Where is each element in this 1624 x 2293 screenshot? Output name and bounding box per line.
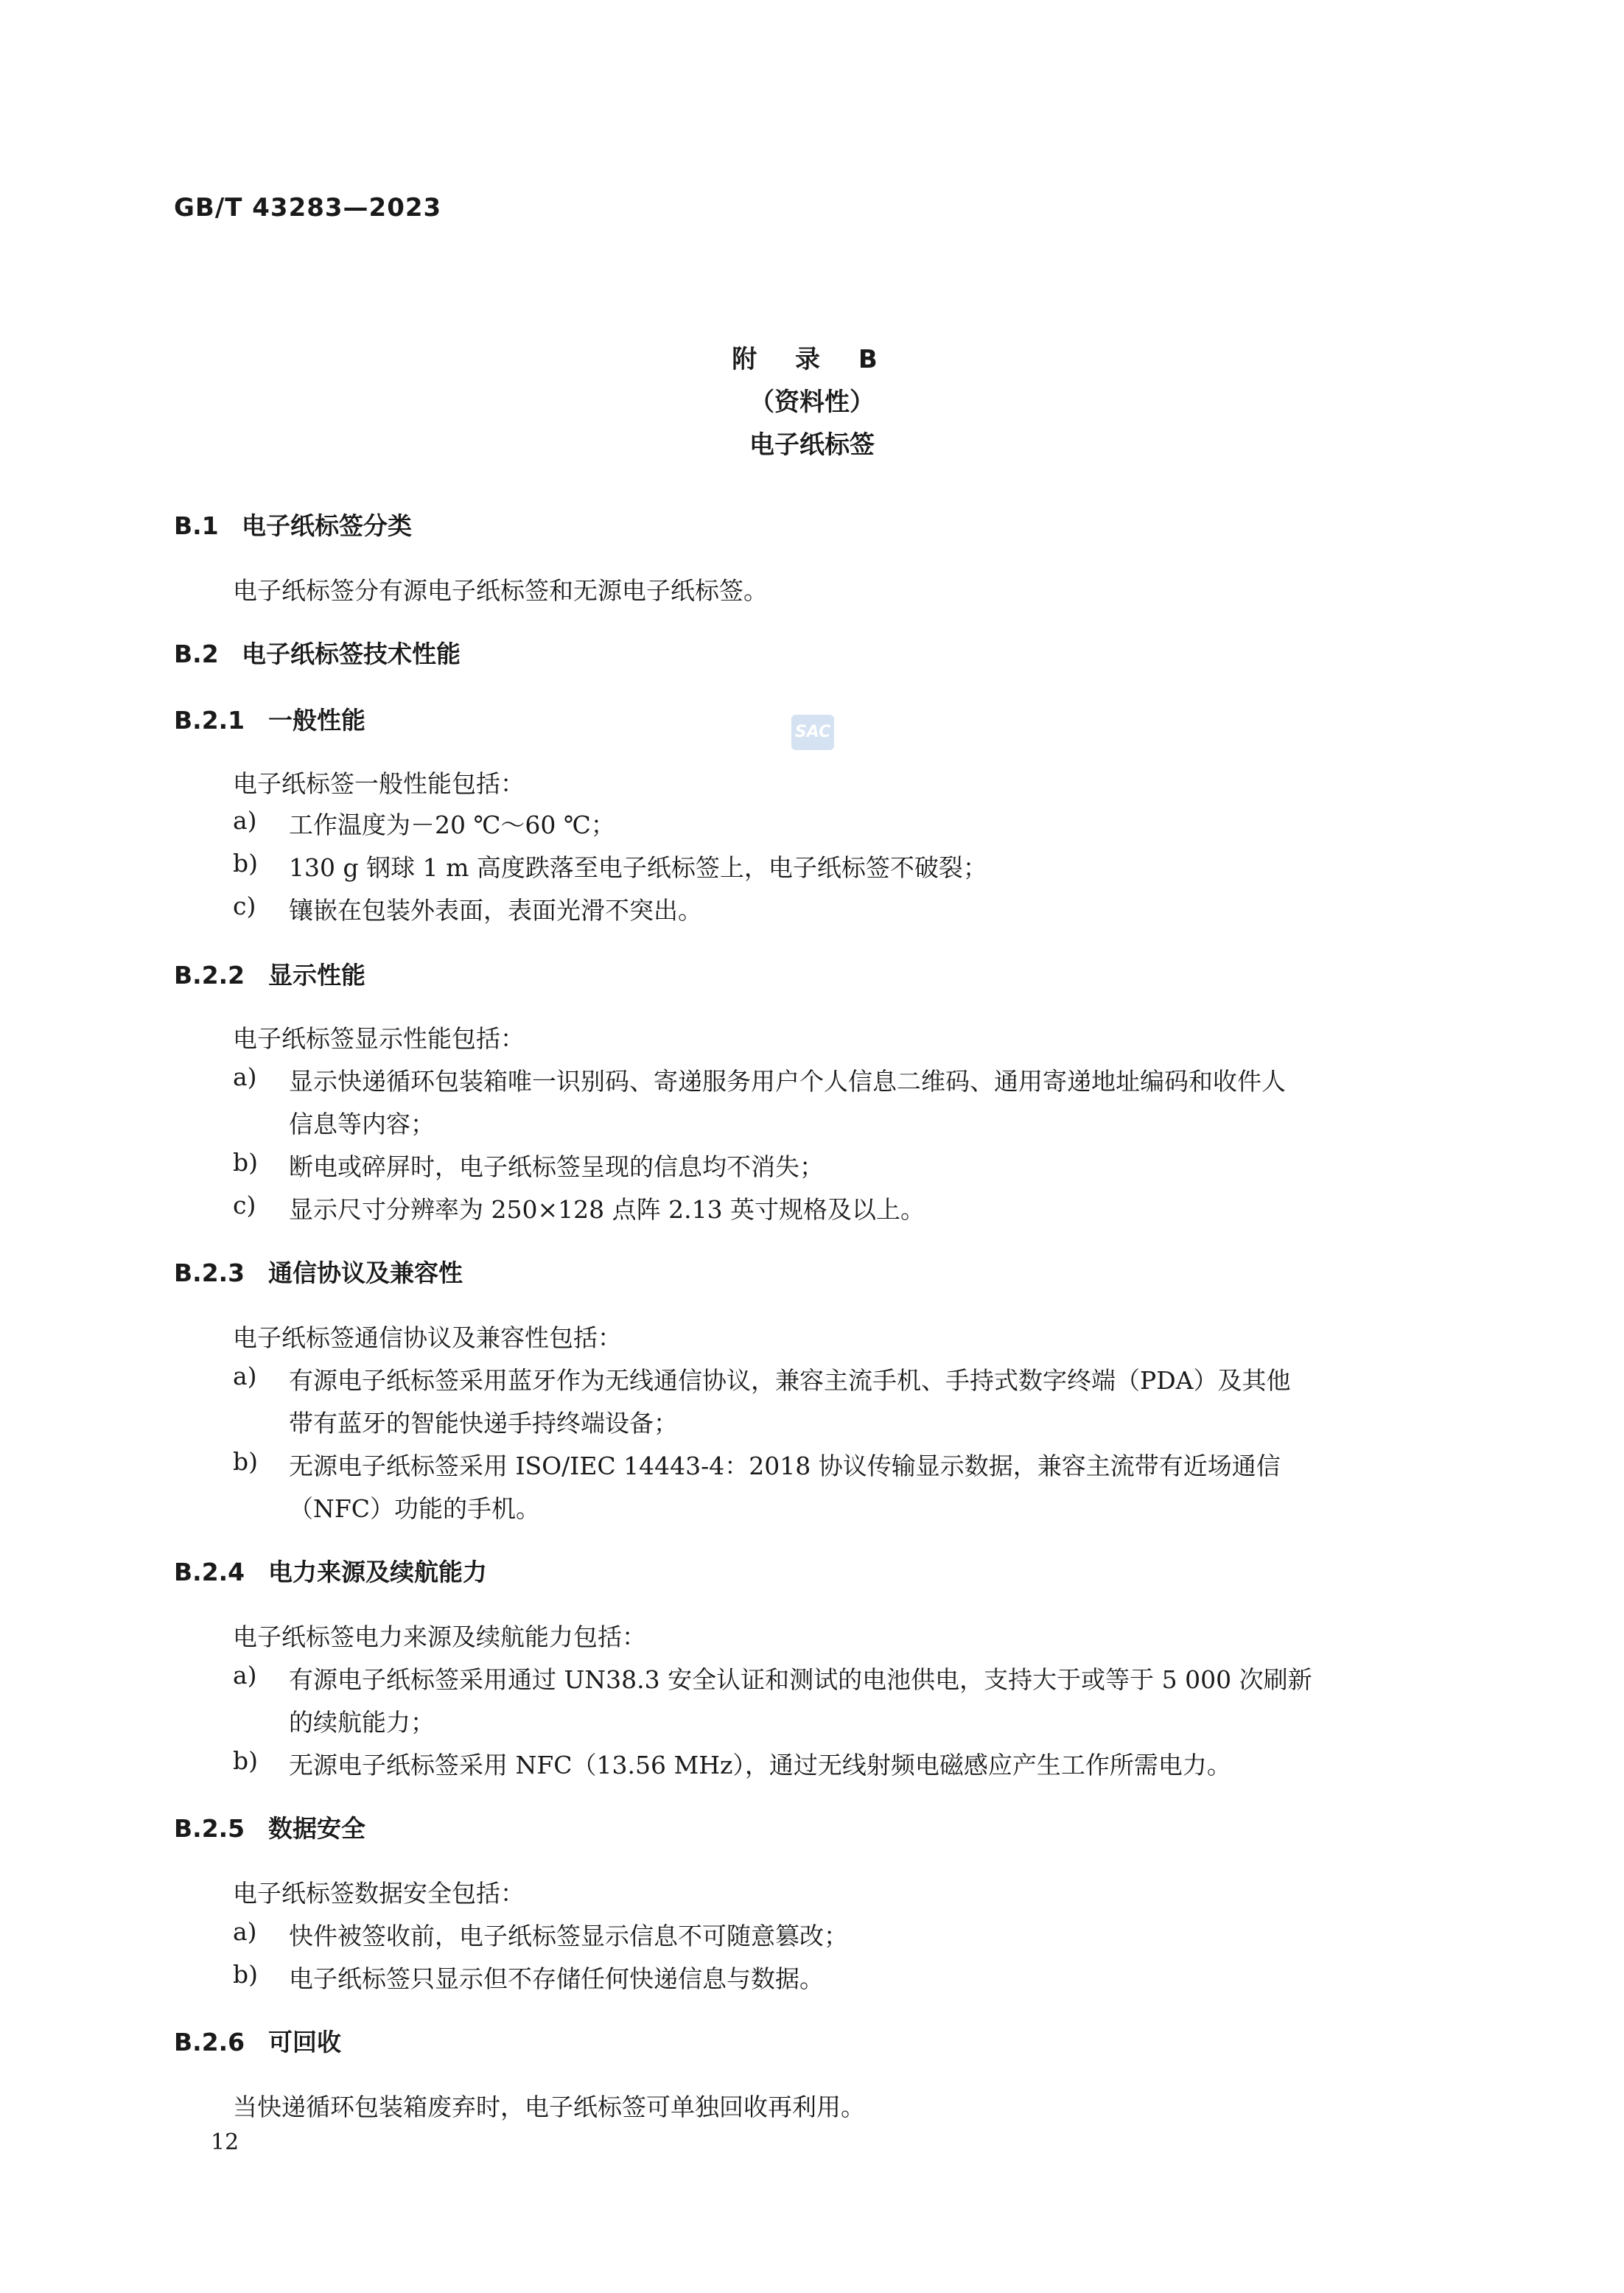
list-item: 无源电子纸标签采用 NFC（13.56 MHz），通过无线射频电磁感应产生工作所需电力。 bbox=[289, 1751, 1231, 1779]
section-number: B.2.4 bbox=[174, 1558, 245, 1586]
list-item-marker: b) bbox=[233, 849, 258, 878]
list-item: 无源电子纸标签采用 ISO/IEC 14443-4：2018 协议传输显示数据，兼容主流带有近场通信 bbox=[289, 1452, 1281, 1480]
list-item: 镶嵌在包装外表面，表面光滑不突出。 bbox=[289, 896, 702, 925]
section-title: 电子纸标签技术性能 bbox=[242, 640, 461, 668]
annex-title: 附 录 B bbox=[732, 345, 892, 374]
section-number: B.2.2 bbox=[174, 961, 245, 990]
paragraph: 当快递循环包装箱废弃时，电子纸标签可单独回收再利用。 bbox=[233, 2093, 865, 2121]
section-heading-b21 bbox=[174, 701, 365, 736]
list-item: 断电或碎屏时，电子纸标签呈现的信息均不消失； bbox=[289, 1152, 824, 1181]
list-item: 130 g 钢球 1 m 高度跌落至电子纸标签上，电子纸标签不破裂； bbox=[289, 853, 987, 882]
paragraph: 电子纸标签通信协议及兼容性包括： bbox=[233, 1323, 622, 1352]
page-number: 12 bbox=[211, 2129, 239, 2155]
list-item-marker: c) bbox=[233, 1191, 256, 1219]
list-item-marker: b) bbox=[233, 1148, 258, 1177]
list-item: 显示尺寸分辨率为 250×128 点阵 2.13 英寸规格及以上。 bbox=[289, 1195, 925, 1224]
paragraph: 电子纸标签一般性能包括： bbox=[233, 769, 525, 798]
section-title: 一般性能 bbox=[268, 706, 365, 735]
section-heading-b24 bbox=[174, 1553, 487, 1588]
paragraph: 电子纸标签分有源电子纸标签和无源电子纸标签。 bbox=[233, 576, 768, 605]
list-item-marker: a) bbox=[233, 1362, 257, 1390]
list-item: 电子纸标签只显示但不存储任何快递信息与数据。 bbox=[289, 1964, 824, 1993]
list-item: 工作温度为－20 ℃～60 ℃； bbox=[289, 811, 615, 839]
list-item-marker: a) bbox=[233, 1661, 257, 1690]
section-heading-b22 bbox=[174, 956, 365, 991]
list-item: 显示快递循环包装箱唯一识别码、寄递服务用户个人信息二维码、通用寄递地址编码和收件人 bbox=[289, 1067, 1286, 1096]
paragraph: 电子纸标签显示性能包括： bbox=[233, 1024, 525, 1053]
section-heading-b2 bbox=[174, 635, 461, 670]
list-item: 有源电子纸标签采用通过 UN38.3 安全认证和测试的电池供电，支持大于或等于 5 000 次刷新 bbox=[289, 1665, 1312, 1694]
section-number: B.1 bbox=[174, 511, 219, 540]
section-heading-b26 bbox=[174, 2023, 341, 2058]
list-item-marker: c) bbox=[233, 892, 256, 920]
list-item-marker: b) bbox=[233, 1960, 258, 1989]
section-number: B.2.3 bbox=[174, 1258, 245, 1287]
paragraph: 电子纸标签数据安全包括： bbox=[233, 1879, 525, 1908]
section-title: 电子纸标签分类 bbox=[242, 511, 412, 540]
section-heading-b23 bbox=[174, 1254, 463, 1289]
list-item-marker: a) bbox=[233, 806, 257, 835]
section-number: B.2.6 bbox=[174, 2028, 245, 2056]
section-title: 电力来源及续航能力 bbox=[268, 1558, 487, 1586]
list-item: 有源电子纸标签采用蓝牙作为无线通信协议，兼容主流手机、手持式数字终端（PDA）及其他 bbox=[289, 1366, 1291, 1395]
annex-name: 电子纸标签 bbox=[749, 430, 875, 460]
list-item-continuation: 的续航能力； bbox=[289, 1708, 435, 1737]
section-number: B.2.1 bbox=[174, 706, 245, 735]
standard-number: GB/T 43283—2023 bbox=[174, 193, 442, 223]
section-title: 显示性能 bbox=[268, 961, 365, 990]
list-item-continuation: （NFC）功能的手机。 bbox=[289, 1494, 541, 1523]
paragraph: 电子纸标签电力来源及续航能力包括： bbox=[233, 1622, 646, 1651]
sac-watermark-logo: SAC bbox=[791, 715, 834, 750]
list-item: 快件被签收前，电子纸标签显示信息不可随意篡改； bbox=[289, 1922, 848, 1950]
section-title: 数据安全 bbox=[268, 1814, 365, 1843]
section-heading-b1 bbox=[174, 507, 412, 542]
list-item-marker: a) bbox=[233, 1917, 257, 1946]
list-item-continuation: 带有蓝牙的智能快递手持终端设备； bbox=[289, 1409, 678, 1438]
list-item-marker: b) bbox=[233, 1447, 258, 1476]
section-number: B.2.5 bbox=[174, 1814, 245, 1843]
list-item-marker: b) bbox=[233, 1746, 258, 1775]
annex-type: （资料性） bbox=[749, 388, 875, 417]
list-item-marker: a) bbox=[233, 1063, 257, 1091]
section-heading-b25 bbox=[174, 1810, 365, 1844]
list-item-continuation: 信息等内容； bbox=[289, 1110, 435, 1138]
section-title: 可回收 bbox=[268, 2028, 341, 2056]
section-number: B.2 bbox=[174, 640, 219, 668]
section-title: 通信协议及兼容性 bbox=[268, 1258, 463, 1287]
